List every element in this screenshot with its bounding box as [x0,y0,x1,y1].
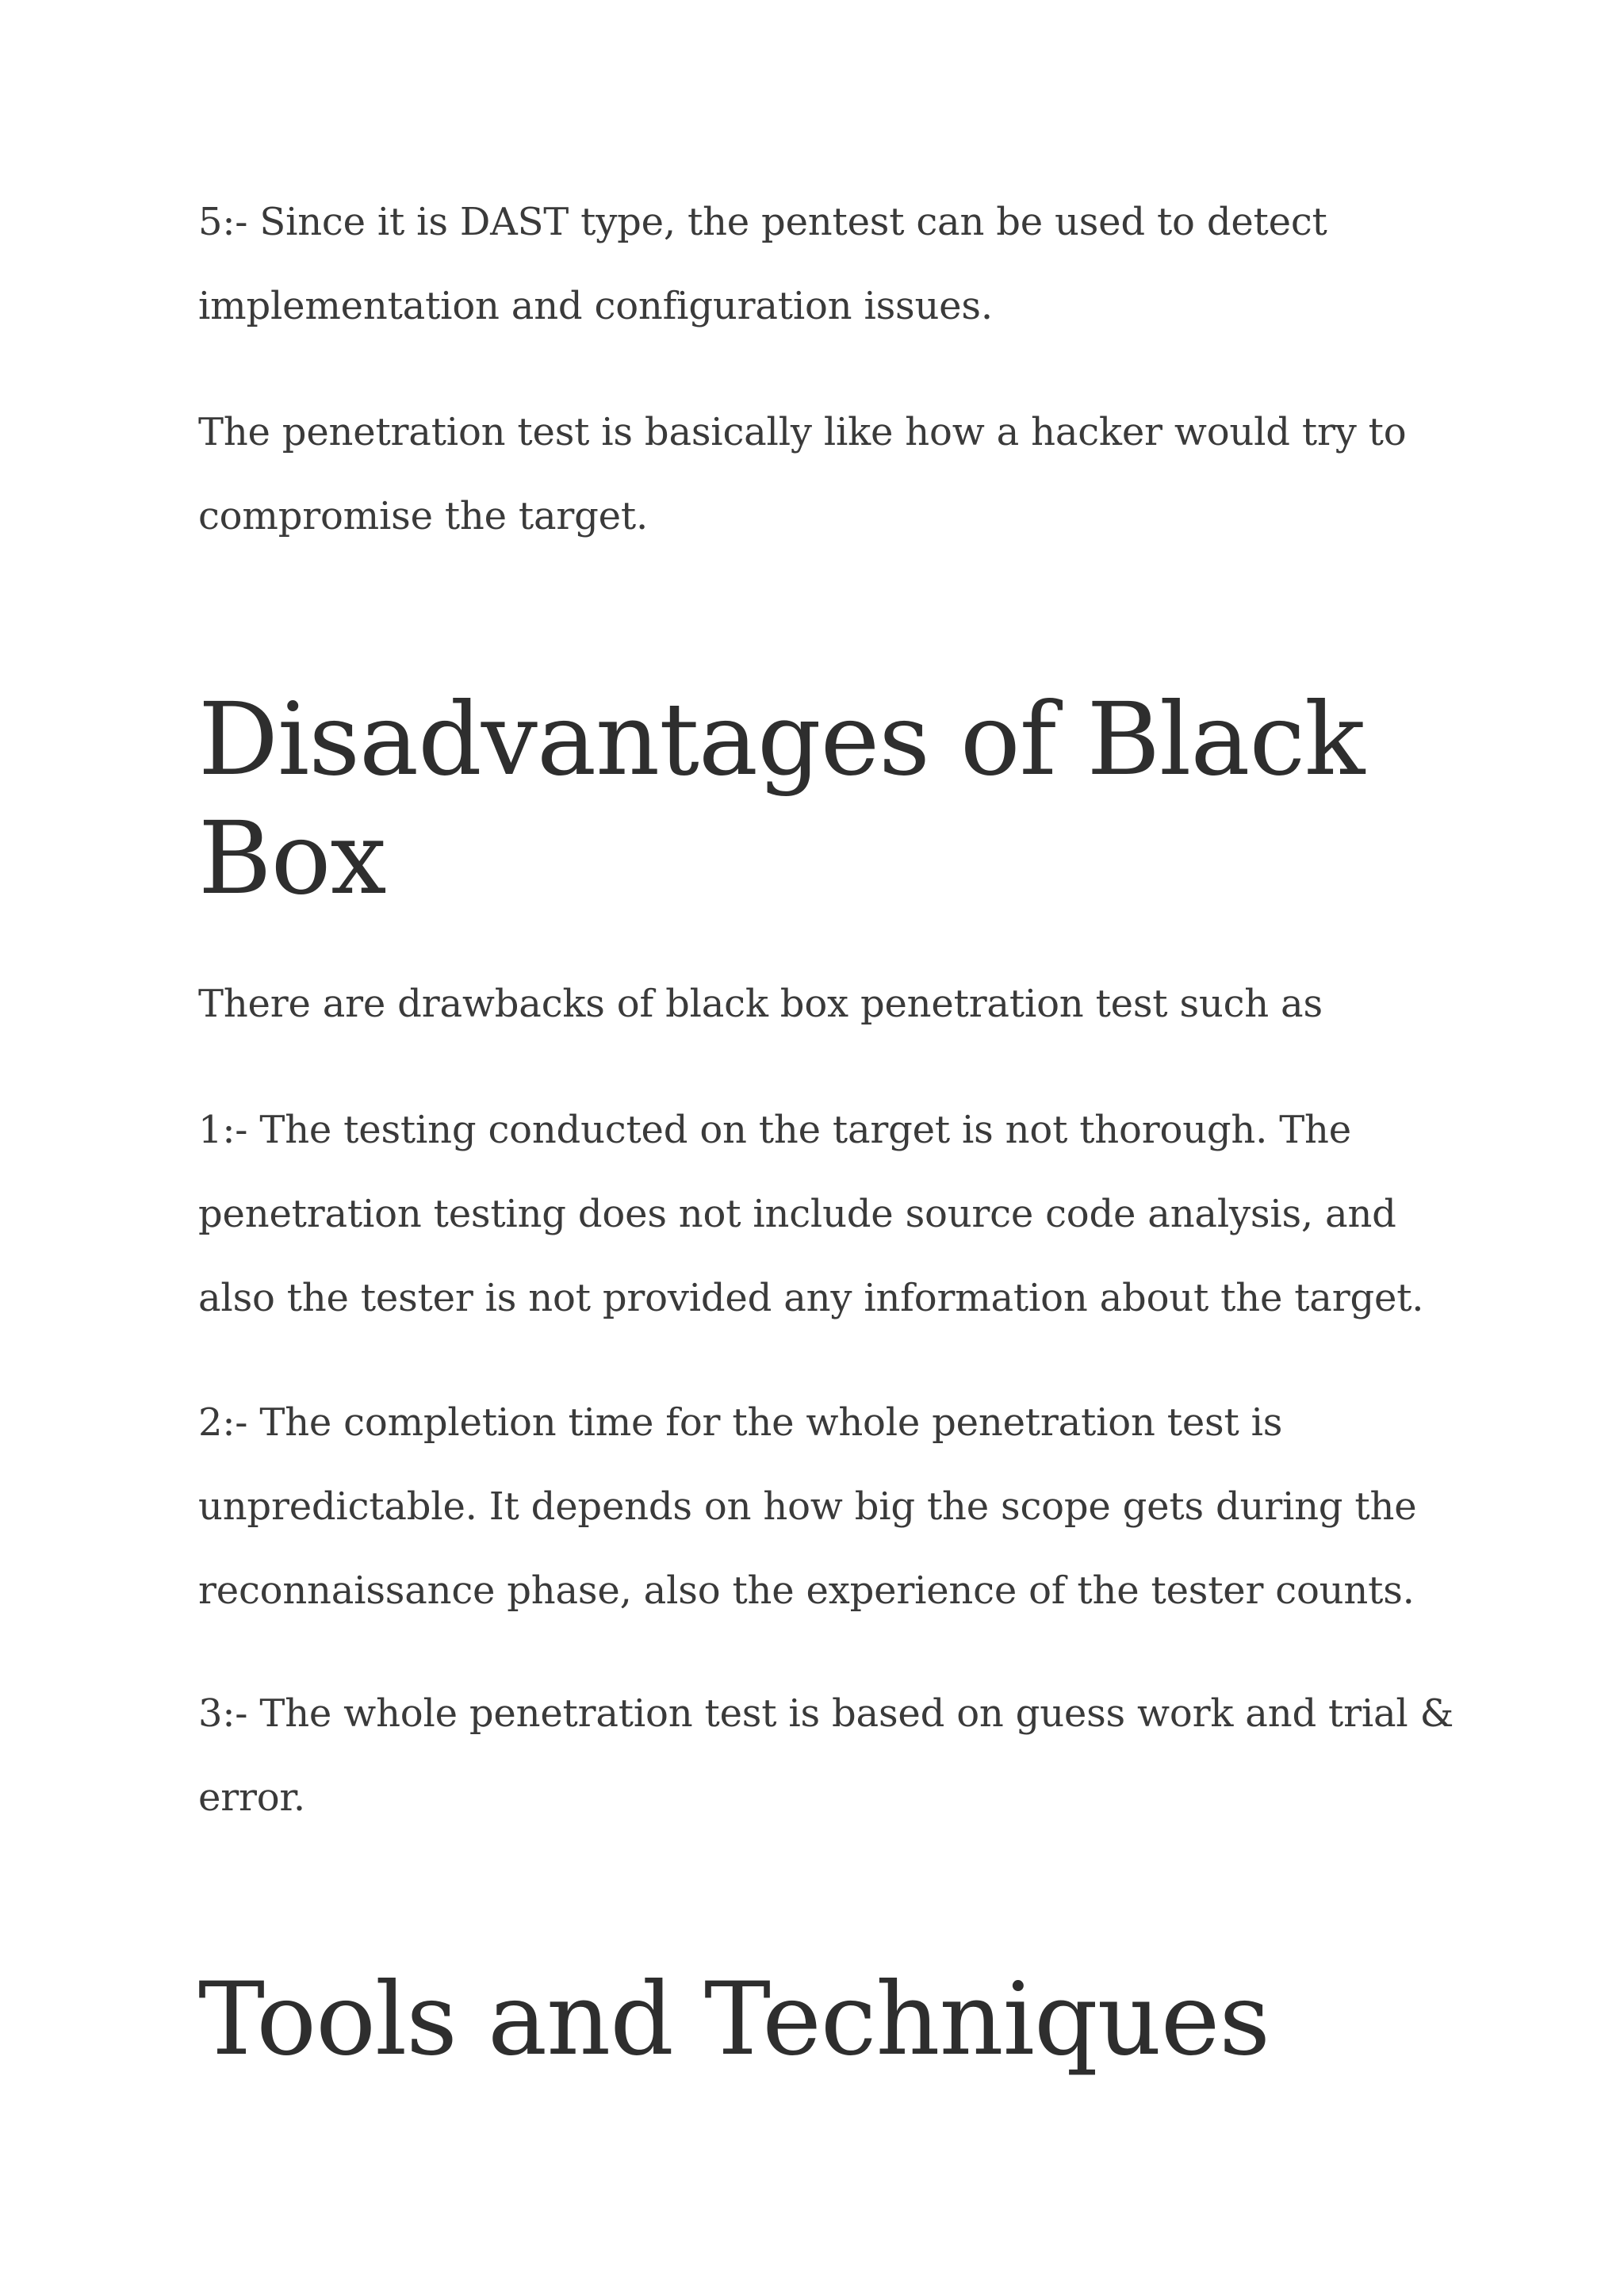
paragraph-drawback-3: 3:- The whole penetration test is based on guess work and trial & error. [198,1691,1454,1820]
paragraph-dast-point: 5:- Since it is DAST type, the pentest can be used to detect implementation and configuration issues. [198,200,1327,328]
paragraph-drawback-1: 1:- The testing conducted on the target is not thorough. The penetration testing does not include source code analysis, and also the tester is not provided any information about the target. [198,1108,1424,1320]
heading-disadvantages: Disadvantages of Black Box [198,681,1365,917]
paragraph-drawbacks-intro: There are drawbacks of black box penetration test such as [198,982,1323,1026]
heading-tools-techniques: Tools and Techniques [198,1961,1270,2078]
paragraph-drawback-2: 2:- The completion time for the whole penetration test is unpredictable. It depends on how big the scope gets during the reconnaissance phase, also the experience of the tester counts. [198,1400,1417,1613]
paragraph-hacker-note: The penetration test is basically like how a hacker would try to compromise the target. [198,410,1407,538]
